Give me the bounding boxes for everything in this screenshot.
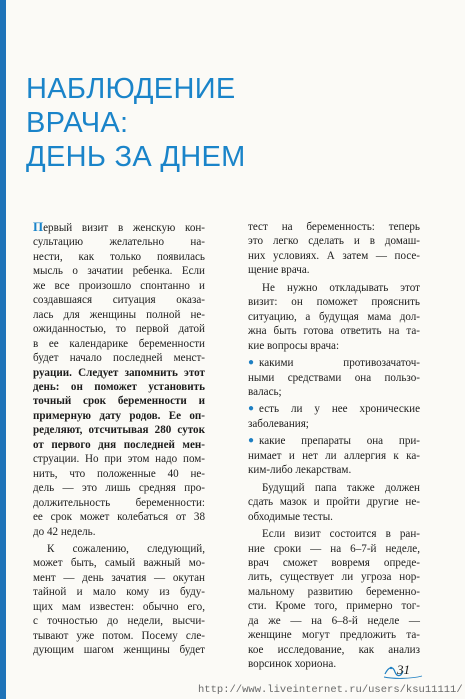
text-line: кое исследование, как анализ [248, 643, 420, 656]
text-line: щих мам известен: обычно его, [33, 600, 205, 613]
text-line: лась для женщины полной не- [33, 308, 205, 321]
text-line: визит: он поможет прояснить [248, 296, 420, 309]
text-line: Если визит состоится в ран- [262, 528, 420, 541]
text-line: точный срок беременности и [33, 395, 205, 408]
text-line: это легко сделать и в домаш- [248, 235, 420, 248]
text-line: Не нужно откладывать этот [262, 281, 420, 294]
left-accent-bar [0, 0, 6, 699]
text-line: сультацию желательно на- [33, 236, 205, 249]
text-line: К сожалению, следующий, [47, 542, 205, 555]
watermark-url: http://www.liveinternet.ru/users/ksu11111/ [198, 684, 463, 696]
title-line-3: ДЕНЬ ЗА ДНЕМ [26, 141, 246, 173]
text-line: да же — на 6–8-й неделе — [248, 614, 420, 627]
text-line: сдать мазок и пройти другие не- [248, 496, 420, 509]
text-line: лить, существует ли угроза нор- [248, 571, 420, 584]
text-line: щение врача. [248, 264, 310, 277]
text-line: ее срок может колебаться от 38 [33, 511, 205, 524]
text-line: ситуацию, а будущая мама дол- [248, 310, 420, 323]
text-line: может быть, самый важный мо- [33, 557, 205, 570]
text-line: с точностью до недели, высчи- [33, 615, 205, 628]
text-line: сти. Кроме того, примерно тог- [248, 600, 420, 613]
text-line: до 42 недель. [33, 525, 96, 538]
text-line: ние сроки — на 6–7-й неделе, [248, 542, 420, 555]
text-line: Будущий папа также должен [262, 481, 420, 494]
text-line: мысль о зачатии ребенка. Если [33, 265, 205, 278]
text-line: будет начало последней менст- [33, 352, 205, 365]
right-column [248, 220, 420, 672]
text-line: руации. Следует запомнить этот [33, 366, 205, 379]
text-line: же все произошло спонтанно и [33, 279, 205, 292]
text-line: в ее календарике беременности [33, 337, 205, 350]
text-line: Первый визит в женскую кон- [33, 219, 205, 234]
bullet-dot-icon: ● [248, 357, 255, 369]
text-line: обходимые тесты. [248, 510, 333, 523]
page-title [26, 72, 246, 174]
text-line: создавшаяся ситуация оказа- [33, 294, 205, 307]
text-line: них условиях. А затем — посе- [248, 249, 420, 262]
text-line: врач сможет вовремя опреде- [248, 556, 420, 569]
text-line: ными средствами она пользо- [248, 371, 420, 384]
text-line: нести, как только появилась [33, 250, 205, 263]
bullet-dot-icon: ● [248, 403, 255, 415]
text-line: валась; [248, 385, 282, 398]
text-line: примерную дату родов. Ее оп- [33, 409, 205, 422]
text-line: кие вопросы врача: [248, 339, 340, 352]
text-line: дующим шагом женщины будет [33, 644, 205, 657]
bullet-item: ● какие препараты она при- [248, 435, 420, 448]
bullet-dot-icon: ● [248, 435, 255, 447]
drop-cap: П [33, 219, 44, 234]
text-line: тайной и мало кому из буду- [33, 586, 205, 599]
text-line: ожиданностью, то первой датой [33, 323, 205, 336]
text-line: струации. Но при этом надо пом- [33, 453, 205, 466]
text-line: тест на беременность: теперь [248, 221, 420, 233]
text-line: жна быть готова ответить на та- [248, 325, 420, 338]
text-line: заболевания; [248, 417, 309, 430]
left-column [33, 220, 205, 658]
text-line: нимает и нет ли аллергия к ка- [248, 449, 420, 462]
text-line: мент — день зачатия — окутан [33, 571, 205, 584]
text-line: ворсинок хориона. [248, 658, 337, 671]
text-line: от первого дня последней мен- [33, 438, 205, 451]
bullet-item: ● какими противозачаточ- [248, 357, 420, 370]
text-line: женщине могут предложить та- [248, 629, 420, 642]
page-number: 31 [397, 662, 410, 677]
text-line: ким-либо лекарствам. [248, 464, 352, 477]
page-number-block [383, 660, 423, 680]
bullet-item: ● есть ли у нее хронические [248, 403, 420, 416]
title-line-2: ВРАЧА: [26, 107, 129, 139]
text-line: ределяют, отсчитывая 280 суток [33, 424, 205, 437]
text-line: дель — это лишь средняя про- [33, 482, 205, 495]
title-line-1: НАБЛЮДЕНИЕ [26, 73, 236, 105]
text-line: нить, что положенные 40 не- [33, 467, 205, 480]
text-line: тывают уже потом. Посему сле- [33, 629, 205, 642]
text-line: должительность беременности: [33, 496, 205, 509]
text-line: день: он поможет установить [33, 380, 205, 393]
text-line: мальному развитию беременно- [248, 585, 420, 598]
